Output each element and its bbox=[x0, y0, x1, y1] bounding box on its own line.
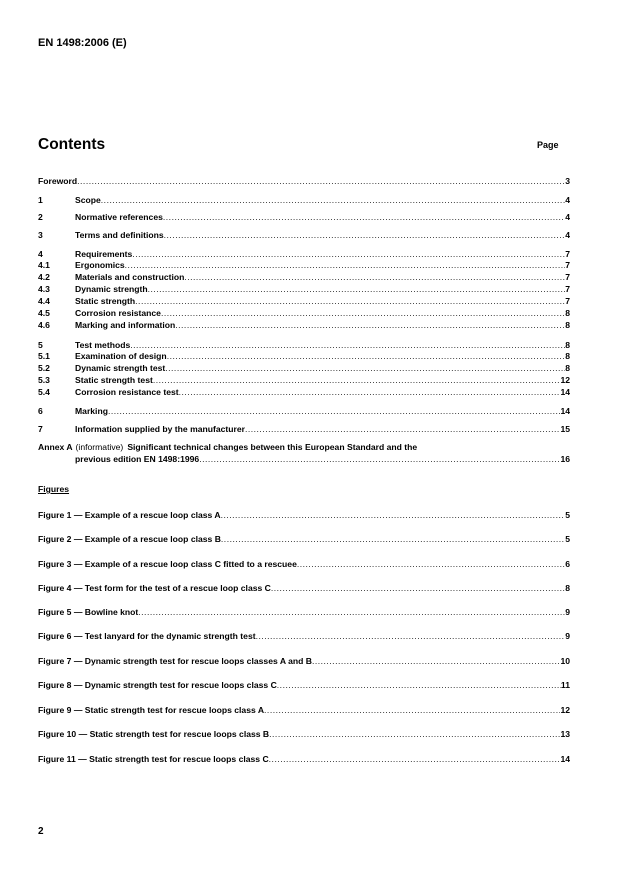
figure-title: Figure 4 — Test form for the test of a rescue loop class C bbox=[38, 583, 271, 593]
toc-number: 4.5 bbox=[38, 308, 50, 318]
figure-page: 9 bbox=[565, 607, 570, 617]
figure-entry[interactable] bbox=[38, 705, 570, 716]
annex-type: (informative) bbox=[75, 442, 124, 452]
dot-leader bbox=[269, 754, 561, 765]
toc-number: 5.1 bbox=[38, 351, 50, 361]
figure-title: Figure 7 — Dynamic strength test for rescue loops classes A and B bbox=[38, 656, 312, 666]
dot-leader bbox=[277, 680, 561, 691]
annex-label: Annex A bbox=[38, 442, 73, 452]
dot-leader bbox=[163, 212, 565, 223]
figure-entry[interactable] bbox=[38, 534, 570, 545]
toc-page: 8 bbox=[565, 351, 570, 361]
toc-page: 7 bbox=[565, 272, 570, 282]
document-id-header: EN 1498:2006 (E) bbox=[38, 37, 127, 49]
dot-leader bbox=[164, 230, 566, 241]
figure-title: Figure 10 — Static strength test for rescue loops class B bbox=[38, 729, 270, 739]
figure-title: Figure 2 — Example of a rescue loop class B bbox=[38, 534, 221, 544]
dot-leader bbox=[221, 510, 566, 521]
figure-page: 11 bbox=[560, 680, 570, 690]
toc-entry-foreword[interactable] bbox=[38, 176, 570, 187]
figure-title: Figure 3 — Example of a rescue loop class C fitted to a rescuee bbox=[38, 559, 297, 569]
toc-entry[interactable] bbox=[38, 212, 570, 223]
toc-entry-annex-a-continuation[interactable] bbox=[75, 454, 570, 465]
toc-number: 5.4 bbox=[38, 387, 50, 397]
toc-entry[interactable] bbox=[38, 284, 570, 295]
annex-title-line2: previous edition EN 1498:1996 bbox=[75, 454, 200, 464]
toc-page: 12 bbox=[560, 375, 570, 385]
figure-title: Figure 6 — Test lanyard for the dynamic strength test bbox=[38, 631, 256, 641]
toc-page: 14 bbox=[560, 387, 570, 397]
toc-entry[interactable] bbox=[38, 387, 570, 398]
toc-page: 4 bbox=[565, 195, 570, 205]
figure-entry[interactable] bbox=[38, 510, 570, 521]
dot-leader bbox=[101, 195, 565, 206]
toc-page: 15 bbox=[560, 424, 570, 434]
dot-leader bbox=[130, 340, 565, 351]
toc-title: Static strength test bbox=[75, 375, 153, 385]
dot-leader bbox=[148, 284, 566, 295]
toc-number: 4.4 bbox=[38, 296, 50, 306]
dot-leader bbox=[245, 424, 560, 435]
figure-entry[interactable] bbox=[38, 583, 570, 594]
figure-entry[interactable] bbox=[38, 754, 570, 765]
toc-entry[interactable] bbox=[38, 320, 570, 331]
dot-leader bbox=[165, 363, 565, 374]
toc-title: Scope bbox=[75, 195, 101, 205]
contents-title: Contents bbox=[38, 136, 106, 153]
figure-page: 6 bbox=[565, 559, 570, 569]
toc-title: Normative references bbox=[75, 212, 163, 222]
toc-entry[interactable] bbox=[38, 340, 570, 351]
figure-page: 9 bbox=[565, 631, 570, 641]
dot-leader bbox=[271, 583, 565, 594]
toc-entry[interactable] bbox=[38, 424, 570, 435]
dot-leader bbox=[108, 406, 560, 417]
figure-page: 8 bbox=[565, 583, 570, 593]
dot-leader bbox=[135, 296, 565, 307]
toc-entry[interactable] bbox=[38, 230, 570, 241]
annex-title-line1: Significant technical changes between this European Standard and the bbox=[127, 442, 418, 452]
dot-leader bbox=[221, 534, 565, 545]
toc-title: Dynamic strength bbox=[75, 284, 148, 294]
figure-page: 13 bbox=[560, 729, 570, 739]
toc-title: Corrosion resistance bbox=[75, 308, 161, 318]
toc-title: Terms and definitions bbox=[75, 230, 164, 240]
toc-page: 4 bbox=[565, 212, 570, 222]
figure-title: Figure 11 — Static strength test for rescue loops class C bbox=[38, 754, 269, 764]
toc-page: 3 bbox=[565, 176, 570, 186]
toc-number: 6 bbox=[38, 406, 43, 416]
toc-title: Dynamic strength test bbox=[75, 363, 166, 373]
toc-entry[interactable] bbox=[38, 375, 570, 386]
toc-title: Test methods bbox=[75, 340, 131, 350]
toc-number: 1 bbox=[38, 195, 43, 205]
dot-leader bbox=[256, 631, 566, 642]
dot-leader bbox=[132, 249, 565, 260]
dot-leader bbox=[175, 320, 565, 331]
toc-entry[interactable] bbox=[38, 260, 570, 271]
toc-page: 8 bbox=[565, 363, 570, 373]
dot-leader bbox=[138, 607, 565, 618]
toc-number: 4.6 bbox=[38, 320, 50, 330]
figure-entry[interactable] bbox=[38, 729, 570, 740]
toc-entry[interactable] bbox=[38, 272, 570, 283]
toc-title: Requirements bbox=[75, 249, 133, 259]
toc-title: Examination of design bbox=[75, 351, 167, 361]
dot-leader bbox=[167, 351, 566, 362]
toc-title: Marking bbox=[75, 406, 108, 416]
figure-entry[interactable] bbox=[38, 680, 570, 691]
toc-number: 2 bbox=[38, 212, 43, 222]
toc-entry[interactable] bbox=[38, 195, 570, 206]
toc-number: 4.1 bbox=[38, 260, 50, 270]
figure-entry[interactable] bbox=[38, 607, 570, 618]
dot-leader bbox=[297, 559, 565, 570]
figure-title: Figure 5 — Bowline knot bbox=[38, 607, 139, 617]
figure-entry[interactable] bbox=[38, 656, 570, 667]
figure-page: 5 bbox=[565, 534, 570, 544]
figures-heading: Figures bbox=[38, 484, 70, 494]
toc-entry[interactable] bbox=[38, 296, 570, 307]
toc-page: 7 bbox=[565, 249, 570, 259]
dot-leader bbox=[184, 272, 565, 283]
toc-entry[interactable] bbox=[38, 406, 570, 417]
toc-entry-annex-a[interactable] bbox=[38, 442, 570, 453]
toc-number: 7 bbox=[38, 424, 43, 434]
toc-title: Foreword bbox=[38, 176, 78, 186]
figure-title: Figure 1 — Example of a rescue loop class A bbox=[38, 510, 221, 520]
toc-page: 8 bbox=[565, 308, 570, 318]
dot-leader bbox=[125, 260, 566, 271]
figure-entry[interactable] bbox=[38, 559, 570, 570]
page-column-label: Page bbox=[537, 140, 559, 150]
toc-title: Ergonomics bbox=[75, 260, 125, 270]
toc-page: 4 bbox=[565, 230, 570, 240]
toc-entry[interactable] bbox=[38, 249, 570, 260]
figure-title: Figure 8 — Dynamic strength test for rescue loops class C bbox=[38, 680, 277, 690]
toc-page: 7 bbox=[565, 284, 570, 294]
toc-number: 5.3 bbox=[38, 375, 50, 385]
toc-entry[interactable] bbox=[38, 351, 570, 362]
toc-page: 7 bbox=[565, 296, 570, 306]
dot-leader bbox=[161, 308, 565, 319]
toc-entry[interactable] bbox=[38, 308, 570, 319]
toc-title: Information supplied by the manufacturer bbox=[75, 424, 245, 434]
toc-page: 16 bbox=[560, 454, 570, 464]
dot-leader bbox=[199, 454, 560, 465]
toc-entry[interactable] bbox=[38, 363, 570, 374]
toc-title: Corrosion resistance test bbox=[75, 387, 179, 397]
figure-title: Figure 9 — Static strength test for rescue loops class A bbox=[38, 705, 265, 715]
dot-leader bbox=[179, 387, 561, 398]
figure-page: 5 bbox=[565, 510, 570, 520]
dot-leader bbox=[269, 729, 560, 740]
figure-page: 10 bbox=[560, 656, 570, 666]
figure-page: 14 bbox=[560, 754, 570, 764]
toc-number: 3 bbox=[38, 230, 43, 240]
figure-entry[interactable] bbox=[38, 631, 570, 642]
toc-title: Marking and information bbox=[75, 320, 176, 330]
dot-leader bbox=[312, 656, 560, 667]
figure-page: 12 bbox=[560, 705, 570, 715]
toc-page: 14 bbox=[560, 406, 570, 416]
dot-leader bbox=[77, 176, 565, 187]
toc-number: 4 bbox=[38, 249, 43, 259]
toc-number: 5 bbox=[38, 340, 43, 350]
toc-number: 4.2 bbox=[38, 272, 50, 282]
page-number: 2 bbox=[38, 826, 44, 837]
toc-page: 7 bbox=[565, 260, 570, 270]
dot-leader bbox=[153, 375, 561, 386]
dot-leader bbox=[264, 705, 560, 716]
toc-number: 4.3 bbox=[38, 284, 50, 294]
toc-title: Static strength bbox=[75, 296, 136, 306]
toc-page: 8 bbox=[565, 340, 570, 350]
toc-title: Materials and construction bbox=[75, 272, 185, 282]
toc-page: 8 bbox=[565, 320, 570, 330]
toc-number: 5.2 bbox=[38, 363, 50, 373]
